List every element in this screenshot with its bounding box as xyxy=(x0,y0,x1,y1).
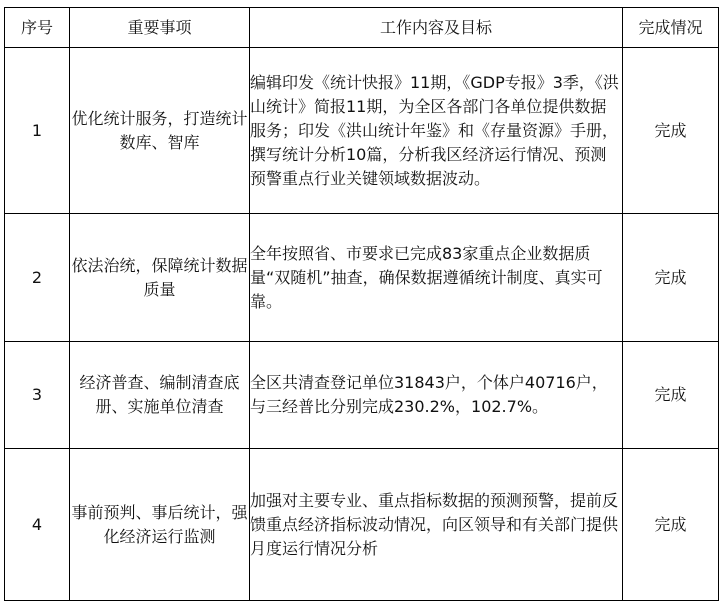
row-item: 事前预判、事后统计，强化经济运行监测 xyxy=(70,449,250,601)
table-row xyxy=(5,449,719,601)
row-item: 依法治统，保障统计数据质量 xyxy=(70,214,250,342)
row-item: 经济普查、编制清查底册、实施单位清查 xyxy=(70,342,250,449)
row-content: 全年按照省、市要求已完成83家重点企业数据质量“双随机”抽查，确保数据遵循统计制度、真实可靠。 xyxy=(250,214,623,342)
row-index: 2 xyxy=(5,214,70,342)
row-status: 完成 xyxy=(623,342,719,449)
row-content: 加强对主要专业、重点指标数据的预测预警，提前反馈重点经济指标波动情况，向区领导和有关部门提供月度运行情况分析 xyxy=(250,449,623,601)
header-content: 工作内容及目标 xyxy=(250,8,623,48)
row-content: 全区共清查登记单位31843户，个体户40716户，与三经普比分别完成230.2%，102.7%。 xyxy=(250,342,623,449)
row-content: 编辑印发《统计快报》11期，《GDP专报》3季，《洪山统计》简报11期，为全区各部门各单位提供数据服务；印发《洪山统计年鉴》和《存量资源》手册，撰写统计分析10篇，分析我区经济运行情况、预测预警重点行业关键领域数据波动。 xyxy=(250,48,623,214)
row-item: 优化统计服务，打造统计数库、智库 xyxy=(70,48,250,214)
row-index: 1 xyxy=(5,48,70,214)
row-status: 完成 xyxy=(623,214,719,342)
header-index: 序号 xyxy=(5,8,70,48)
header-row xyxy=(5,8,719,48)
work-summary-table xyxy=(4,7,719,601)
row-status: 完成 xyxy=(623,48,719,214)
header-status: 完成情况 xyxy=(623,8,719,48)
row-index: 3 xyxy=(5,342,70,449)
table-row xyxy=(5,214,719,342)
header-item: 重要事项 xyxy=(70,8,250,48)
row-status: 完成 xyxy=(623,449,719,601)
row-index: 4 xyxy=(5,449,70,601)
table-row xyxy=(5,48,719,214)
table-row xyxy=(5,342,719,449)
